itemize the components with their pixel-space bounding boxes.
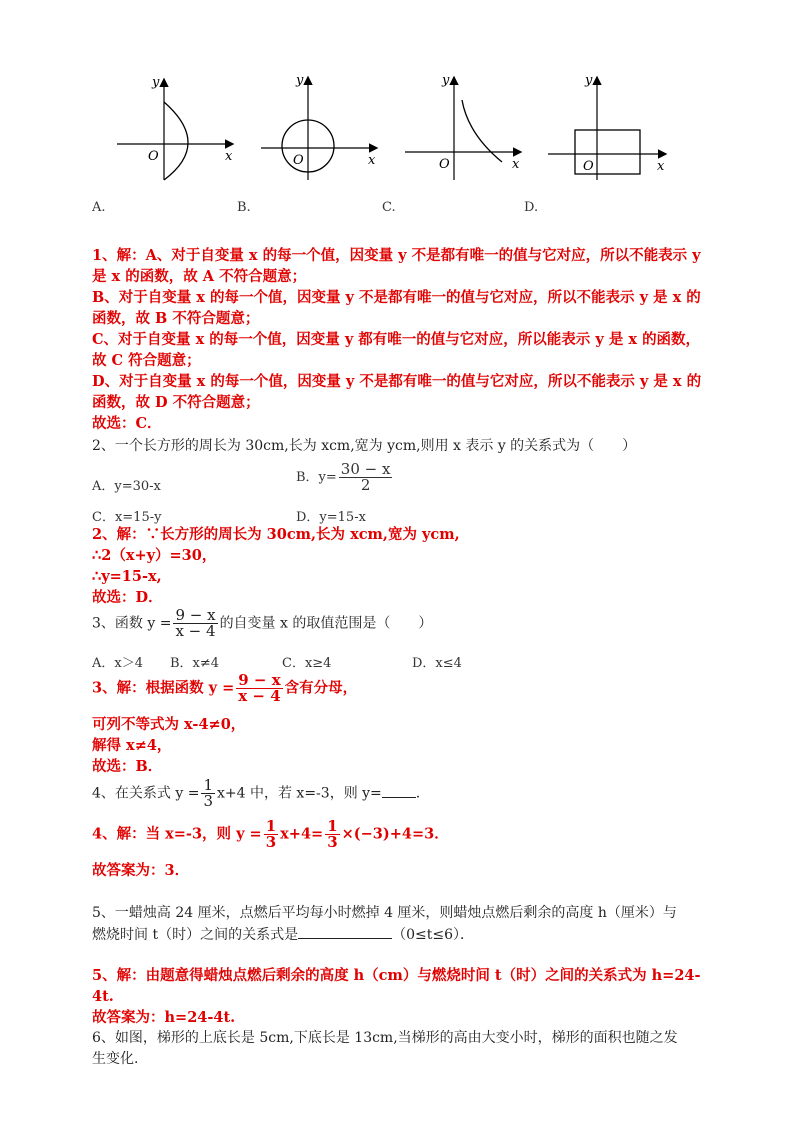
fraction-numerator: 30 − x	[340, 460, 391, 478]
axis-x-label: x	[368, 153, 376, 168]
q2-option-c: C．x=15-y	[92, 510, 162, 525]
axis-y-label: y	[585, 73, 593, 88]
q1-solution-line: D、对于自变量 x 的每一个值，因变量 y 不是都有唯一的值与它对应，所以不能表示 y 是 x 的	[92, 373, 702, 390]
origin-label: O	[583, 159, 594, 174]
fraction-denominator: 3	[203, 792, 213, 810]
q3-solution-header	[92, 673, 357, 704]
q2-solution-line: 2、解：∵长方形的周长为 30cm,长为 xcm,宽为 ycm,	[92, 526, 460, 543]
q5-solution-line: 故答案为：h=24-4t.	[92, 1009, 236, 1026]
q3-option-a: A．x＞4	[92, 656, 143, 671]
q4-solution-prefix: 4、解：当 x=-3，则 y =	[92, 825, 262, 843]
q5-stem-line-text: 燃烧时间 t（时）之间的关系式是	[92, 927, 299, 943]
q3-stem	[92, 608, 432, 639]
q4-answer-blank	[382, 783, 416, 798]
q3-option-c: C．x≥4	[282, 656, 332, 671]
q4-solution-fraction	[325, 819, 339, 850]
q4-stem-suffix: x+4 中，若 x=-3，则 y=	[217, 785, 382, 802]
q6-stem-line: 6、如图，梯形的上底长是 5cm,下底长是 13cm,当梯形的高由大变小时，梯形的面积也随之发	[92, 1030, 678, 1046]
fraction-denominator: 3	[265, 833, 277, 851]
q1-solution-line: C、对于自变量 x 的每一个值，因变量 y 都有唯一的值与它对应，所以能表示 y 是 x 的函数，	[92, 331, 701, 348]
q6-stem-line: 生变化.	[92, 1051, 139, 1067]
figure-a-parabola	[112, 72, 242, 182]
figure-label-d: D.	[524, 200, 539, 215]
figure-b-circle	[258, 72, 388, 182]
axis-x-label: x	[225, 149, 233, 164]
q5-stem-line	[92, 924, 474, 946]
q2-option-b-fraction	[339, 462, 393, 493]
q5-solution-line: 4t.	[92, 988, 114, 1005]
q2-solution-line: 故选：D．	[92, 589, 163, 606]
q4-solution	[92, 819, 449, 850]
figure-label-b: B.	[237, 200, 251, 215]
figure-label-c: C.	[382, 200, 396, 215]
q1-solution-line: 函数，故 D 不符合题意；	[92, 394, 260, 411]
q2-option-b	[296, 462, 394, 493]
q3-solution-line: 故选：B．	[92, 758, 163, 775]
q1-solution-line: 是 x 的函数，故 A 不符合题意；	[92, 268, 307, 285]
axis-y-label: y	[152, 75, 160, 90]
q5-stem-line: 5、一蜡烛高 24 厘米，点燃后平均每小时燃掉 4 厘米，则蜡烛点燃后剩余的高度 h（厘米）与	[92, 905, 677, 921]
q4-stem-end: .	[415, 785, 421, 802]
q1-solution-line: B、对于自变量 x 的每一个值，因变量 y 不是都有唯一的值与它对应，所以不能表示 y 是 x 的	[92, 289, 701, 306]
q5-stem-tail: （0≤t≤6）．	[392, 927, 474, 943]
fraction-numerator: 9 − x	[238, 671, 281, 689]
origin-label: O	[439, 157, 450, 172]
figure-c-hyperbola	[402, 72, 532, 182]
fraction-denominator: 3	[327, 833, 338, 851]
q1-solution-line: 函数，故 B 不符合题意；	[92, 310, 260, 327]
q2-solution-line: ∴2（x+y）=30，	[92, 547, 217, 564]
q3-solution-prefix: 3、解：根据函数 y =	[92, 679, 235, 697]
q4-solution-mid: x+4=	[280, 825, 324, 843]
q2-solution-line: ∴y=15-x,	[92, 568, 162, 585]
q4-solution-fraction	[264, 819, 278, 850]
axis-x-label: x	[657, 159, 665, 174]
q3-option-b: B．x≠4	[170, 656, 220, 671]
fraction-denominator: x − 4	[238, 687, 281, 705]
q3-solution-suffix: 含有分母，	[284, 679, 358, 697]
fraction-numerator: 9 − x	[175, 606, 216, 624]
axis-y-label: y	[296, 73, 304, 88]
q4-answer: 故答案为：3．	[92, 862, 190, 879]
axis-x-label: x	[512, 157, 520, 172]
q1-solution-line: 1、解：A、对于自变量 x 的每一个值，因变量 y 不是都有唯一的值与它对应，所以不能表示 y	[92, 247, 701, 264]
fraction-numerator: 1	[203, 776, 213, 794]
q2-option-d: D．y=15-x	[296, 510, 366, 525]
fraction-numerator: 1	[327, 817, 338, 835]
figure-d-rectangle	[545, 72, 675, 182]
q3-stem-prefix: 3、函数 y =	[92, 615, 172, 632]
q4-solution-suffix: ×(−3)+4=3．	[341, 825, 449, 843]
q3-stem-suffix: 的自变量 x 的取值范围是（ ）	[219, 615, 433, 632]
q3-fraction	[173, 608, 217, 639]
q2-option-a: A．y=30-x	[92, 479, 161, 494]
q4-stem	[92, 778, 420, 809]
q3-solution-line: 解得 x≠4，	[92, 737, 172, 754]
q3-option-d: D．x≤4	[412, 656, 462, 671]
q1-solution-line: 故 C 符合题意；	[92, 352, 201, 369]
origin-label: O	[293, 153, 304, 168]
q4-fraction	[201, 778, 215, 809]
fraction-denominator: 2	[360, 476, 371, 494]
q2-stem: 2、一个长方形的周长为 30cm,长为 xcm,宽为 ycm,则用 x 表示 y 的关系式为（ ）	[92, 438, 637, 454]
fraction-numerator: 1	[265, 817, 277, 835]
axis-y-label: y	[442, 73, 450, 88]
q5-solution-line: 5、解：由题意得蜡烛点燃后剩余的高度 h（cm）与燃烧时间 t（时）之间的关系式为 h=24-	[92, 967, 701, 984]
q4-stem-prefix: 4、在关系式 y =	[92, 785, 200, 802]
q3-solution-line: 可列不等式为 x-4≠0，	[92, 716, 246, 733]
figure-label-a: A.	[92, 200, 106, 215]
q2-option-b-prefix: B．y=	[296, 470, 337, 485]
fraction-denominator: x − 4	[175, 622, 216, 640]
origin-label: O	[148, 149, 159, 164]
q1-solution-line: 故选：C．	[92, 415, 162, 432]
q3-solution-fraction	[236, 673, 282, 704]
q5-answer-blank	[298, 924, 392, 939]
